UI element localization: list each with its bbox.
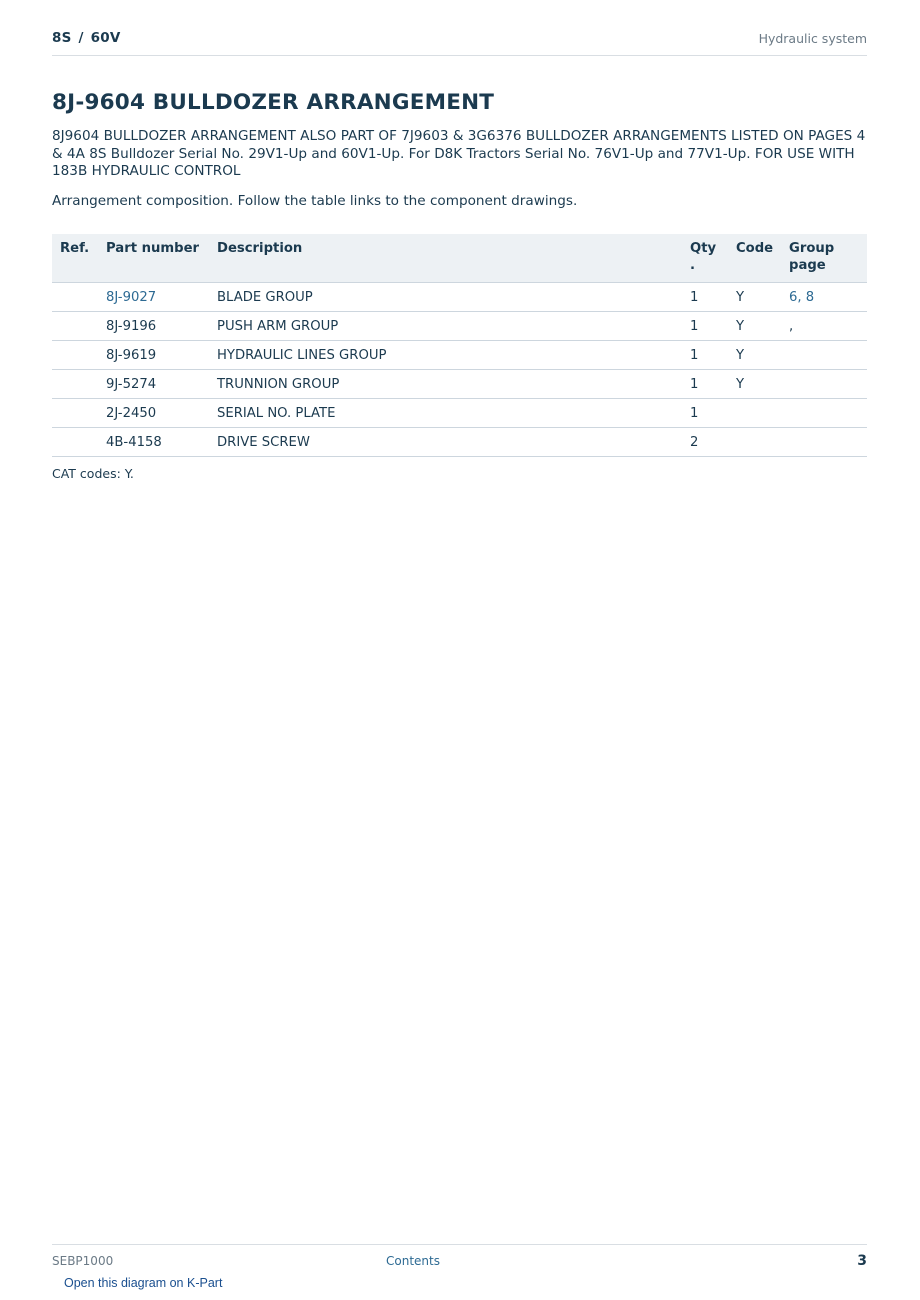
table-row <box>52 341 867 370</box>
part-number-cell: 9J-5274 <box>98 370 209 399</box>
column-header-part-number: Part number <box>98 234 209 283</box>
part-number-cell: 4B-4158 <box>98 428 209 457</box>
qty-cell: 1 <box>682 312 728 341</box>
ref-cell <box>52 428 98 457</box>
code-cell <box>728 399 781 428</box>
serial-prefix-label: 60V <box>90 30 121 46</box>
group-page-separator: , <box>789 318 794 334</box>
ref-cell <box>52 341 98 370</box>
group-page-header-line2: page <box>789 258 826 273</box>
group-page-cell <box>781 370 867 399</box>
code-cell: Y <box>728 370 781 399</box>
parts-table <box>52 234 867 457</box>
page-header <box>52 28 867 56</box>
part-number-cell: 8J-9619 <box>98 341 209 370</box>
open-in-kpart-link[interactable]: Open this diagram on K-Part <box>64 1276 223 1290</box>
arrangement-notes: 8J9604 BULLDOZER ARRANGEMENT ALSO PART OF 7J9603 & 3G6376 BULLDOZER ARRANGEMENTS LISTED ON PAGES 4 & 4A 8S Bulldozer Serial No. 29V1-Up and 60V1-Up. For D8K Tractors Serial No. 76V1-Up and 77V1-Up. FOR USE WITH 183B HYDRAULIC CONTROL <box>52 128 866 179</box>
qty-header-line1: Qty <box>690 241 717 256</box>
group-page-cell <box>781 283 867 312</box>
group-page-cell <box>781 341 867 370</box>
section-label: Hydraulic system <box>758 31 867 46</box>
part-number-cell: 2J-2450 <box>98 399 209 428</box>
page-footer <box>52 1244 867 1275</box>
contents-link[interactable]: Contents <box>386 1254 440 1268</box>
table-row <box>52 428 867 457</box>
group-page-cell <box>781 312 867 341</box>
table-row <box>52 399 867 428</box>
intro-text: Arrangement composition. Follow the table links to the component drawings. <box>52 193 578 209</box>
group-page-header-line1: Group <box>789 241 835 256</box>
ref-cell <box>52 399 98 428</box>
ref-cell <box>52 370 98 399</box>
qty-cell: 1 <box>682 370 728 399</box>
column-header-ref: Ref. <box>52 234 98 283</box>
model-label: 8S <box>52 30 72 46</box>
table-row <box>52 312 867 341</box>
table-row <box>52 370 867 399</box>
part-number-cell: 8J-9196 <box>98 312 209 341</box>
group-page-link[interactable]: 6 <box>789 289 798 305</box>
description-cell: PUSH ARM GROUP <box>209 312 682 341</box>
column-header-code: Code <box>728 234 781 283</box>
description-cell: SERIAL NO. PLATE <box>209 399 682 428</box>
page-title: 8J-9604 BULLDOZER ARRANGEMENT <box>52 90 495 115</box>
model-breadcrumb <box>52 30 121 46</box>
group-page-cell <box>781 399 867 428</box>
code-cell <box>728 428 781 457</box>
group-page-cell <box>781 428 867 457</box>
code-cell: Y <box>728 312 781 341</box>
qty-cell: 1 <box>682 341 728 370</box>
qty-cell: 2 <box>682 428 728 457</box>
part-number-link[interactable]: 8J-9027 <box>106 289 157 305</box>
group-page-separator: , <box>797 289 806 305</box>
ref-cell <box>52 283 98 312</box>
breadcrumb-separator: / <box>78 30 84 46</box>
code-cell: Y <box>728 283 781 312</box>
column-header-group-page <box>781 234 867 283</box>
description-cell: BLADE GROUP <box>209 283 682 312</box>
cat-codes-footnote: CAT codes: Y. <box>52 466 134 481</box>
description-cell: HYDRAULIC LINES GROUP <box>209 341 682 370</box>
description-cell: DRIVE SCREW <box>209 428 682 457</box>
table-header-row <box>52 234 867 283</box>
column-header-description: Description <box>209 234 682 283</box>
part-number-cell <box>98 283 209 312</box>
qty-header-line2: . <box>690 258 696 273</box>
ref-cell <box>52 312 98 341</box>
column-header-qty <box>682 234 728 283</box>
code-cell: Y <box>728 341 781 370</box>
qty-cell: 1 <box>682 283 728 312</box>
document-id: SEBP1000 <box>52 1254 114 1268</box>
description-cell: TRUNNION GROUP <box>209 370 682 399</box>
qty-cell: 1 <box>682 399 728 428</box>
group-page-link[interactable]: 8 <box>805 289 815 305</box>
table-row <box>52 283 867 312</box>
page-number: 3 <box>857 1253 867 1269</box>
